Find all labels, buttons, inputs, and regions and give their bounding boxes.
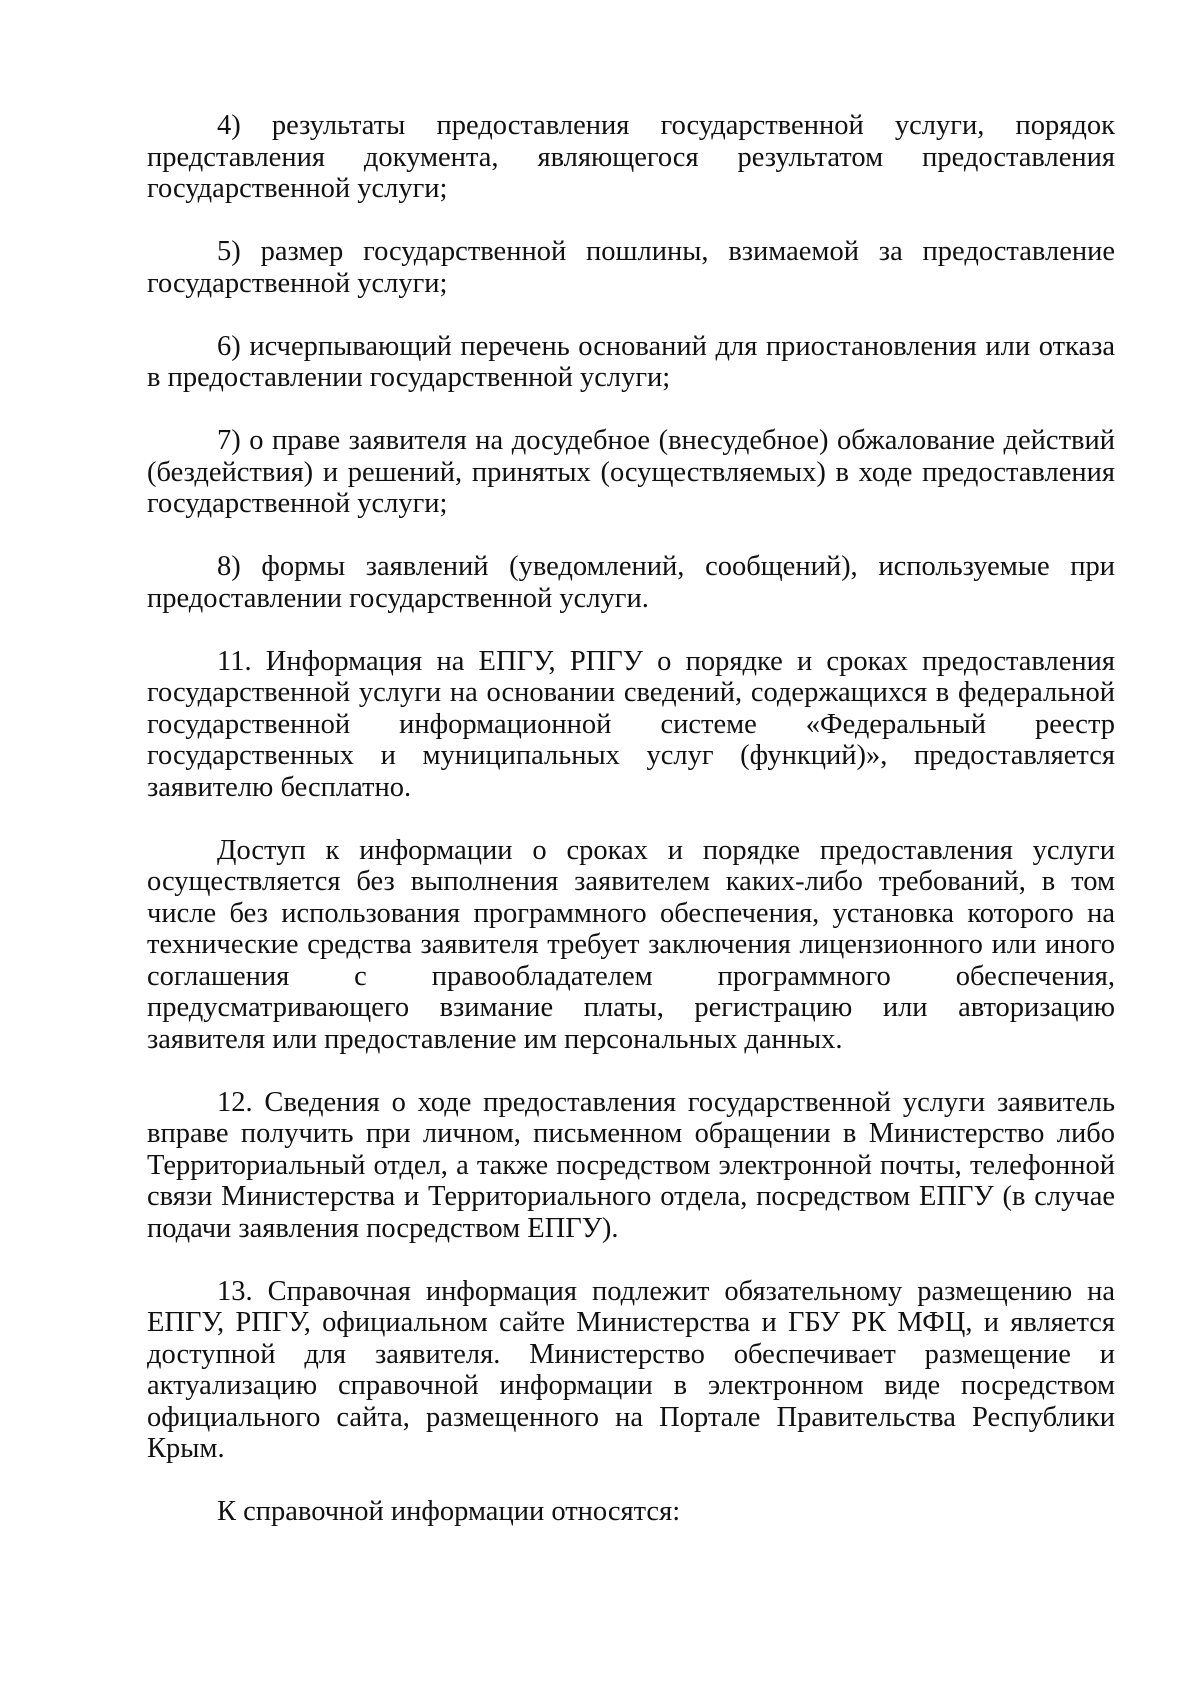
paragraph-item-5: 5) размер государственной пошлины, взимаемой за предоставление государственной услуги; xyxy=(147,236,1115,299)
paragraph-access-info: Доступ к информации о сроках и порядке предоставления услуги осуществляется без выполнения заявителем каких-либо требований, в том числе без использования программного обеспечения, установка которого на технические средства заявителя требует заключения лицензионного или иного соглашения с правообладателем программного обеспечения, предусматривающего взимание платы, регистрацию или авторизацию заявителя или предоставление им персональных данных. xyxy=(147,834,1115,1055)
document-body xyxy=(147,110,1115,1528)
paragraph-section-13: 13. Справочная информация подлежит обязательному размещению на ЕПГУ, РПГУ, официальном сайте Министерства и ГБУ РК МФЦ, и является доступной для заявителя. Министерство обеспечивает размещение и актуализацию справочной информации в электронном виде посредством официального сайта, размещенного на Портале Правительства Республики Крым. xyxy=(147,1275,1115,1464)
paragraph-item-8: 8) формы заявлений (уведомлений, сообщений), используемые при предоставлении государственной услуги. xyxy=(147,551,1115,614)
paragraph-section-12: 12. Сведения о ходе предоставления государственной услуги заявитель вправе получить при личном, письменном обращении в Министерство либо Территориальный отдел, а также посредством электронной почты, телефонной связи Министерства и Территориального отдела, посредством ЕПГУ (в случае подачи заявления посредством ЕПГУ). xyxy=(147,1086,1115,1244)
paragraph-reference-intro: К справочной информации относятся: xyxy=(217,1496,681,1527)
paragraph-item-4: 4) результаты предоставления государственной услуги, порядок представления документа, являющегося результатом предоставления государственной услуги; xyxy=(147,110,1115,204)
paragraph-section-11: 11. Информация на ЕПГУ, РПГУ о порядке и сроках предоставления государственной услуги на основании сведений, содержащихся в федеральной государственной информационной системе «Федеральный реестр государственных и муниципальных услуг (функций)», предоставляется заявителю бесплатно. xyxy=(147,645,1115,803)
paragraph-item-6: 6) исчерпывающий перечень оснований для приостановления или отказа в предоставлении государственной услуги; xyxy=(147,330,1115,393)
paragraph-item-7: 7) о праве заявителя на досудебное (внесудебное) обжалование действий (бездействия) и решений, принятых (осуществляемых) в ходе предоставления государственной услуги; xyxy=(147,425,1115,519)
